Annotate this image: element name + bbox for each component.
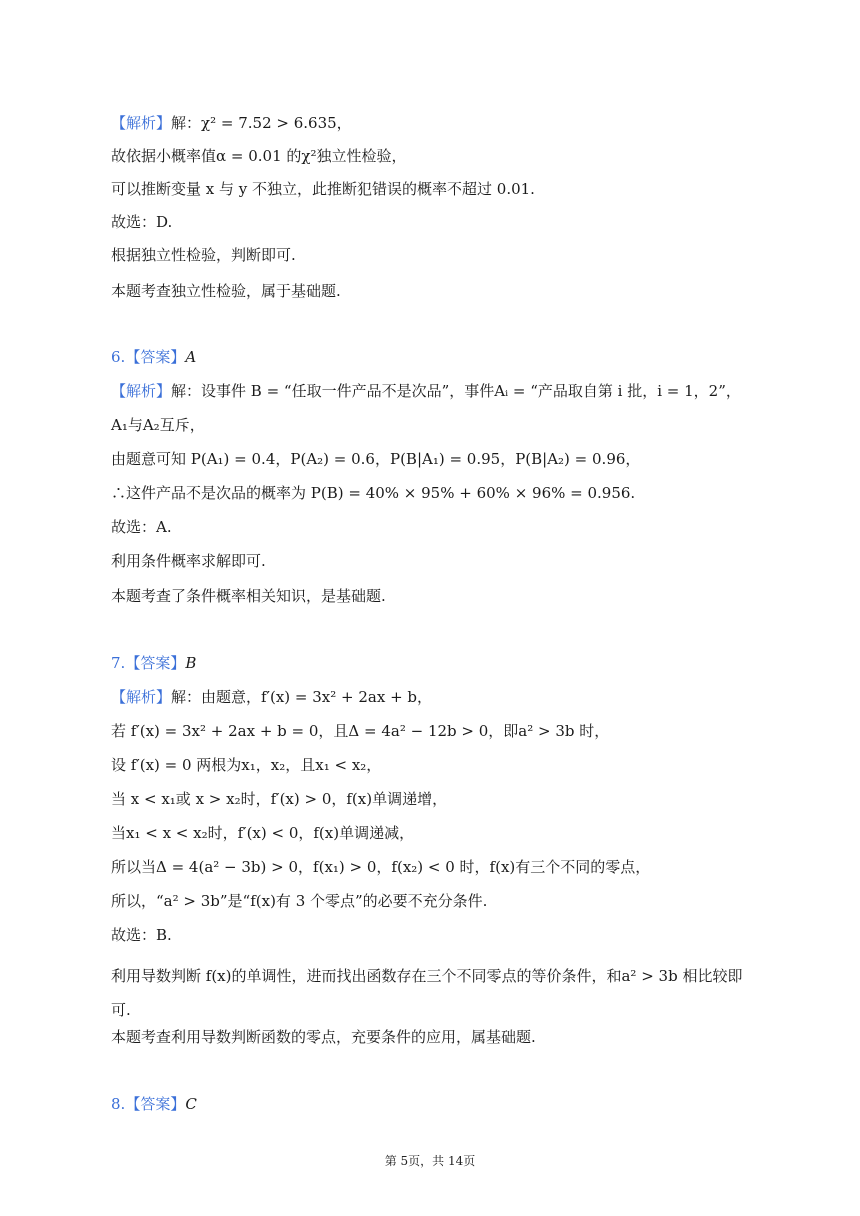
q7-analysis-line-5: 当x₁ < x < x₂时，f′(x) < 0，f(x)单调递减， bbox=[111, 824, 415, 842]
q6-analysis-line-5: 故选：A. bbox=[111, 518, 172, 536]
q7-analysis-line-4: 当 x < x₁或 x > x₂时，f′(x) > 0，f(x)单调递增， bbox=[111, 790, 448, 808]
q5-analysis-line-3: 可以推断变量 x 与 y 不独立，此推断犯错误的概率不超过 0.01. bbox=[111, 180, 535, 198]
q6-answer-heading: 6.【答案】A bbox=[111, 348, 197, 366]
q6-analysis-line-1: 【解析】解：设事件 B = “任取一件产品不是次品”，事件Aᵢ = “产品取自第 i 批，i = 1，2”， bbox=[111, 382, 741, 400]
q7-analysis-line-2: 若 f′(x) = 3x² + 2ax + b = 0，且Δ = 4a² − 12b > 0，即a² > 3b 时， bbox=[111, 722, 610, 740]
q6-analysis-line-3: 由题意可知 P(A₁) = 0.4，P(A₂) = 0.6，P(B|A₁) = 0.95，P(B|A₂) = 0.96， bbox=[111, 450, 641, 468]
q6-analysis-line-7: 本题考查了条件概率相关知识，是基础题. bbox=[111, 587, 386, 605]
q7-answer-heading: 7.【答案】B bbox=[111, 654, 197, 672]
q8-answer-heading: 8.【答案】C bbox=[111, 1095, 197, 1113]
q6-analysis-line-2: A₁与A₂互斥， bbox=[111, 416, 205, 434]
q7-analysis-line-1: 【解析】解：由题意，f′(x) = 3x² + 2ax + b， bbox=[111, 688, 433, 706]
q8-answer-value: C bbox=[185, 1095, 197, 1113]
q7-analysis-line-6: 所以当Δ = 4(a² − 3b) > 0，f(x₁) > 0，f(x₂) < 0 时，f(x)有三个不同的零点， bbox=[111, 858, 651, 876]
q7-analysis-line-3: 设 f′(x) = 0 两根为x₁，x₂，且x₁ < x₂， bbox=[111, 756, 382, 774]
q5-analysis-line-6: 本题考查独立性检验，属于基础题. bbox=[111, 282, 341, 300]
q7-answer-value: B bbox=[185, 654, 197, 672]
q5-analysis-line-2: 故依据小概率值α = 0.01 的χ²独立性检验， bbox=[111, 147, 407, 165]
q6-answer-value: A bbox=[185, 348, 197, 366]
q5-analysis-line-1: 【解析】解：χ² = 7.52 > 6.635， bbox=[111, 114, 352, 132]
q7-analysis-line-8: 故选：B. bbox=[111, 926, 172, 944]
q7-analysis-line-10: 本题考查利用导数判断函数的零点，充要条件的应用，属基础题. bbox=[111, 1028, 536, 1046]
q7-analysis-line-7: 所以，“a² > 3b”是“f(x)有 3 个零点”的必要不充分条件. bbox=[111, 892, 488, 910]
q5-analysis-line-4: 故选：D. bbox=[111, 213, 173, 231]
page-footer: 第 5页，共 14页 bbox=[384, 1154, 476, 1168]
q7-analysis-line-9: 利用导数判断 f(x)的单调性，进而找出函数存在三个不同零点的等价条件，和a² > 3b 相比较即可. bbox=[111, 967, 743, 1019]
q6-analysis-line-4: ∴这件产品不是次品的概率为 P(B) = 40% × 95% + 60% × 96% = 0.956. bbox=[111, 484, 636, 502]
analysis-tag: 【解析】 bbox=[111, 382, 172, 400]
analysis-tag: 【解析】 bbox=[111, 114, 172, 132]
q5-analysis-line-5: 根据独立性检验，判断即可. bbox=[111, 246, 296, 264]
analysis-tag: 【解析】 bbox=[111, 688, 172, 706]
q6-analysis-line-6: 利用条件概率求解即可. bbox=[111, 552, 266, 570]
